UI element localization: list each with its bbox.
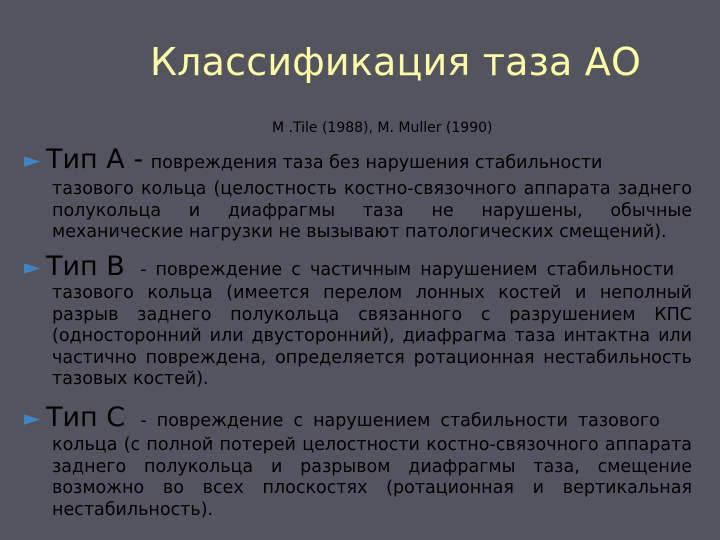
item-first-line: - повреждение с нарушением стабильности тазового [140,411,660,431]
arrow-bullet-icon: ► [24,148,41,172]
item-body: тазового кольца (целостность костно-связочного аппарата заднего полукольца и диафрагмы таза не нарушены, обычные механические нагрузки не вызывают патологических смещений). [52,179,692,242]
item-lead-line [46,251,675,282]
slide-title: Классификация таза АО [150,40,642,84]
item-heading: Тип С [46,402,126,433]
item-body: кольца (с полной потерей целостности костно-связочного аппарата заднего полукольца и разрывом диафрагмы таза, смещение возможно во всех плоскостях (ротационная и вертикальная нестабильность). [52,435,692,520]
item-lead-line [46,144,603,175]
item-heading: Тип В [46,251,125,282]
arrow-bullet-icon: ► [24,255,41,279]
item-heading: Тип А - [46,144,144,175]
item-first-line: повреждения таза без нарушения стабильности [150,153,603,173]
item-body: тазового кольца (имеется перелом лонных костей и неполный разрыв заднего полукольца связанного с разрушением КПС (односторонний или двусторонний), диафрагма таза интактна или частично повреждена, определяется ротационная нестабильность тазовых костей). [52,283,692,389]
source-citation: M .Tile (1988), M. Muller (1990) [272,120,493,136]
arrow-bullet-icon: ► [24,406,41,430]
item-lead-line [46,402,660,433]
item-first-line: - повреждение с частичным нарушением стабильности [140,260,675,280]
